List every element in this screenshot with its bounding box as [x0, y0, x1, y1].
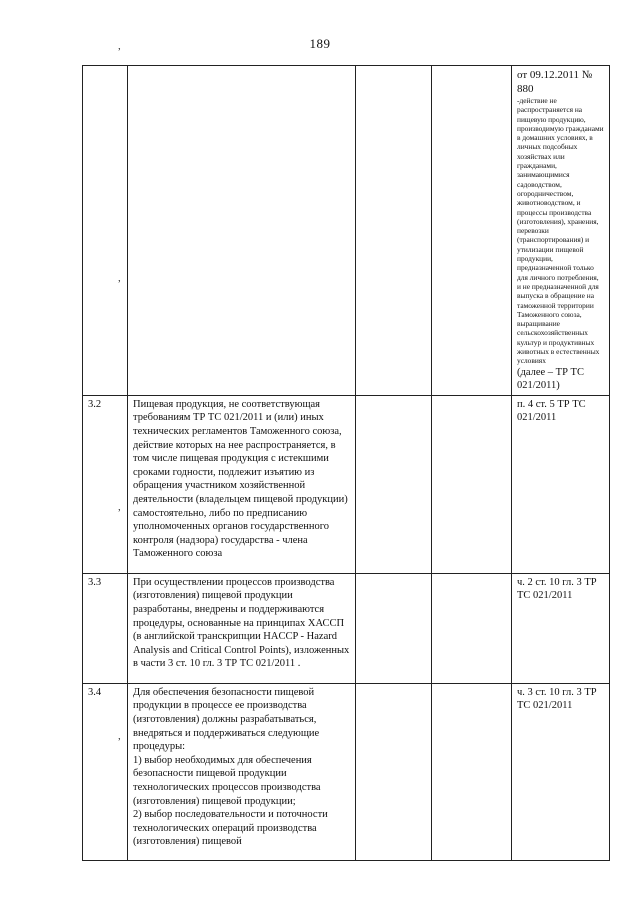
row-number [83, 66, 128, 396]
reference-cell: п. 4 ст. 5 ТР ТС 021/2011 [512, 395, 610, 573]
requirements-table [82, 65, 610, 861]
margin-tick-mark: , [118, 272, 121, 284]
margin-tick-mark: , [118, 730, 121, 742]
empty-cell [356, 66, 432, 396]
requirement-paragraph: Для обеспечения безопасности пищевой продукции в процессе ее производства (изготовления) должны разрабатываться, внедряться и поддерживаться следующие процедуры: [133, 686, 320, 753]
row-number: 3.4 [83, 683, 128, 860]
margin-tick-mark: , [118, 501, 121, 513]
requirement-cell [128, 66, 356, 396]
empty-cell [432, 66, 512, 396]
table-row [83, 683, 610, 860]
empty-cell [432, 573, 512, 683]
requirement-cell [128, 683, 356, 860]
row-number: 3.3 [83, 573, 128, 683]
requirement-cell: Пищевая продукция, не соответствующая требованиям ТР ТС 021/2011 и (или) иных технических регламентов Таможенного союза, действие которых на нее распространяется, в том числе пищевая продукция с истекшими сроками годности, подлежит изъятию из обращения участником хозяйственной деятельности (владельцем пищевой продукции) самостоятельно, либо по предписанию уполномоченных органов государственного контроля (надзора) государства - члена Таможенного союза [128, 395, 356, 573]
reference-cell: ч. 2 ст. 10 гл. 3 ТР ТС 021/2011 [512, 573, 610, 683]
reference-tail: (далее – ТР ТС 021/2011) [517, 366, 584, 392]
row-number: 3.2 [83, 395, 128, 573]
reference-scope-note: -действие не распространяется на пищевую продукцию, производимую гражданами в домашних условиях, в личных подсобных хозяйствах или гражданами, занимающимися садоводством, огородничеством, животноводством, и процессы производства (изготовления), хранения, перевозки (транспортирования) и утилизации пищевой продукции, предназначенной только для личного потребления, и не предназначенной для выпуска в обращение на таможенной территории Таможенного союза, выращивание сельскохозяйственных культур и продуктивных животных в естественных условиях [517, 96, 604, 366]
table-row [83, 573, 610, 683]
reference-head: от 09.12.2011 № 880 [517, 69, 593, 95]
empty-cell [432, 395, 512, 573]
reference-cell: ч. 3 ст. 10 гл. 3 ТР ТС 021/2011 [512, 683, 610, 860]
reference-cell [512, 66, 610, 396]
page-number: 189 [309, 36, 331, 51]
empty-cell [356, 683, 432, 860]
margin-tick-mark: , [118, 40, 121, 52]
requirement-list-item: 2) выбор последовательности и поточности технологических операций производства (изготовления) пищевой [133, 809, 328, 848]
table-row [83, 66, 610, 396]
table-row [83, 395, 610, 573]
requirement-list-item: 1) выбор необходимых для обеспечения безопасности пищевой продукции технологических процессов производства (изготовления) пищевой продукции; [133, 754, 321, 807]
requirement-cell: При осуществлении процессов производства (изготовления) пищевой продукции разработаны, внедрены и поддерживаются процедуры, основанные на принципах ХАССП (в английской транскрипции HACCP - Hazard Analysis and Critical Control Points), изложенных в части 3 ст. 10 гл. 3 ТР ТС 021/2011 . [128, 573, 356, 683]
empty-cell [356, 395, 432, 573]
empty-cell [356, 573, 432, 683]
empty-cell [432, 683, 512, 860]
